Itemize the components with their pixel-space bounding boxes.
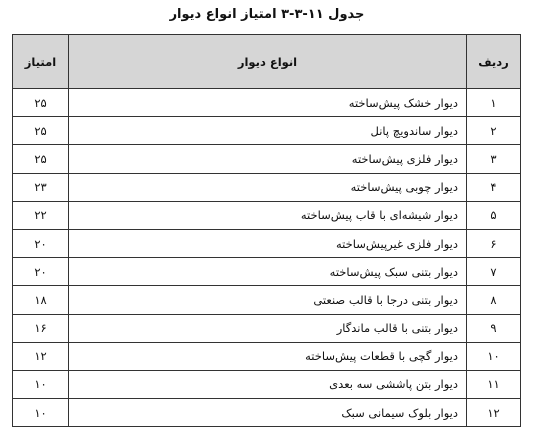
row-wall-type: دیوار فلزی پیش‌ساخته xyxy=(69,145,467,173)
row-score: ۲۲ xyxy=(13,201,69,229)
table-caption: جدول ۱۱-۳-۳ امتیاز انواع دیوار xyxy=(169,7,365,22)
row-index: ۷ xyxy=(467,258,521,286)
header-index: ردیف xyxy=(467,35,521,89)
row-wall-type: دیوار بتنی درجا با قالب صنعتی xyxy=(69,286,467,314)
row-score: ۲۰ xyxy=(13,258,69,286)
row-score: ۱۶ xyxy=(13,314,69,342)
table-row xyxy=(13,286,521,314)
table-row xyxy=(13,229,521,257)
row-wall-type: دیوار ساندویچ پانل xyxy=(69,117,467,145)
row-score: ۱۸ xyxy=(13,286,69,314)
header-score: امتیاز xyxy=(13,35,69,89)
row-score: ۱۰ xyxy=(13,370,69,398)
table-row xyxy=(13,314,521,342)
table-row xyxy=(13,342,521,370)
table-row xyxy=(13,117,521,145)
row-wall-type: دیوار فلزی غیرپیش‌ساخته xyxy=(69,229,467,257)
wall-types-table xyxy=(12,34,521,427)
row-wall-type: دیوار بتن پاششی سه بعدی xyxy=(69,370,467,398)
row-index: ۱۱ xyxy=(467,370,521,398)
table-row xyxy=(13,145,521,173)
row-wall-type: دیوار بتنی سبک پیش‌ساخته xyxy=(69,258,467,286)
row-index: ۹ xyxy=(467,314,521,342)
row-wall-type: دیوار چوبی پیش‌ساخته xyxy=(69,173,467,201)
row-wall-type: دیوار گچی با قطعات پیش‌ساخته xyxy=(69,342,467,370)
table-row xyxy=(13,258,521,286)
row-score: ۲۵ xyxy=(13,89,69,117)
table-row xyxy=(13,370,521,398)
row-index: ۲ xyxy=(467,117,521,145)
row-wall-type: دیوار بلوک سیمانی سبک xyxy=(69,399,467,427)
row-wall-type: دیوار بتنی با قالب ماندگار xyxy=(69,314,467,342)
table-row xyxy=(13,89,521,117)
row-index: ۱۰ xyxy=(467,342,521,370)
row-index: ۱ xyxy=(467,89,521,117)
row-index: ۵ xyxy=(467,201,521,229)
row-wall-type: دیوار شیشه‌ای با قاب پیش‌ساخته xyxy=(69,201,467,229)
table-row xyxy=(13,173,521,201)
row-index: ۶ xyxy=(467,229,521,257)
row-score: ۲۵ xyxy=(13,117,69,145)
row-score: ۱۰ xyxy=(13,399,69,427)
header-type: انواع دیوار xyxy=(69,35,467,89)
row-score: ۲۳ xyxy=(13,173,69,201)
row-index: ۸ xyxy=(467,286,521,314)
row-index: ۳ xyxy=(467,145,521,173)
row-wall-type: دیوار خشک پیش‌ساخته xyxy=(69,89,467,117)
row-score: ۲۰ xyxy=(13,229,69,257)
row-index: ۱۲ xyxy=(467,399,521,427)
row-index: ۴ xyxy=(467,173,521,201)
row-score: ۲۵ xyxy=(13,145,69,173)
table-row xyxy=(13,399,521,427)
table-row xyxy=(13,201,521,229)
row-score: ۱۲ xyxy=(13,342,69,370)
table-header-row xyxy=(13,35,521,89)
